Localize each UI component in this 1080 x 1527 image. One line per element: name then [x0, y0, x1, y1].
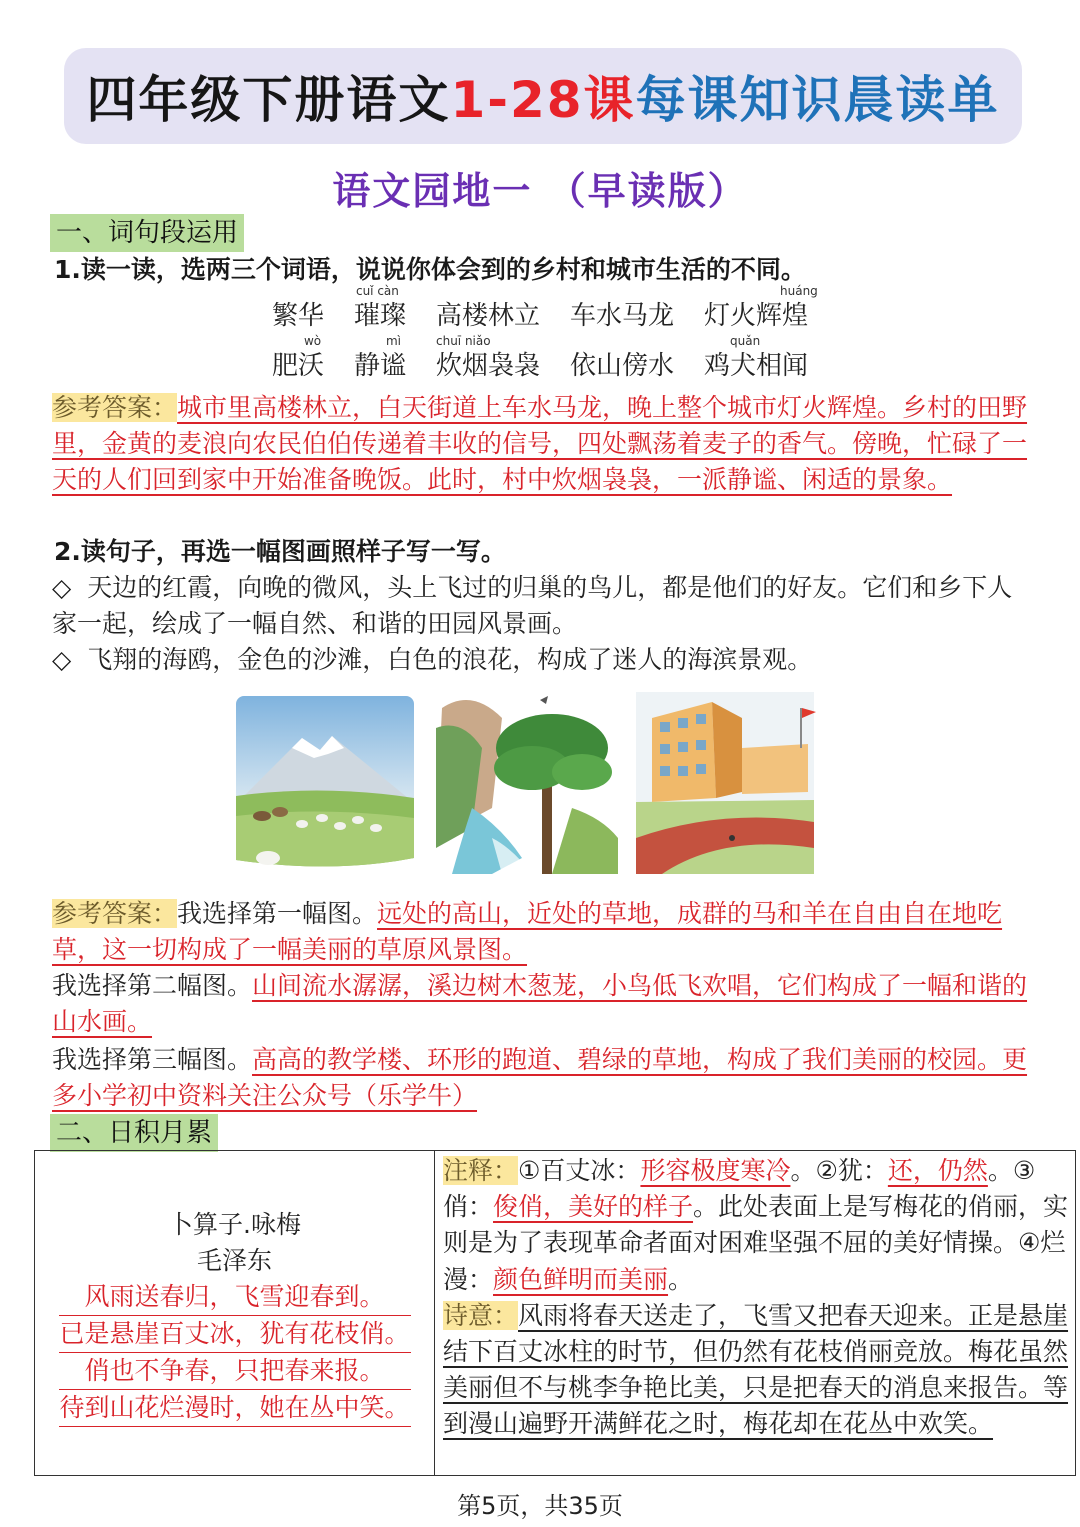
question-2: 2.读句子，再选一幅图画照样子写一写。	[54, 537, 506, 566]
word-item: cuǐ càn 璀璨	[353, 284, 406, 331]
poem-line: 俏也不争春，只把春来报。	[59, 1353, 411, 1390]
answer-2-choice-1: 参考答案：我选择第一幅图。远处的高山，近处的草地，成群的马和羊在自由自在地吃草，这一切构成了一幅美丽的草原风景图。	[52, 899, 1003, 964]
poem-meaning: 风雨将春天送走了，飞雪又把春天迎来。正是悬崖结下百丈冰柱的时节，但仍然有花枝俏丽竞放。梅花虽然美丽但不与桃李争艳比美，只是把春天的消息来报告。等到漫山遍野开满鲜花之时，梅花却在花丛中欢笑。	[443, 1300, 1069, 1439]
poem-notes-column: 注释：①百丈冰：形容极度寒冷。②犹：还，仍然。③俏：俊俏，美好的样子。此处表面上是写梅花的俏丽，实则是为了表现革命者面对困难坚强不屈的美好情操。④烂漫：颜色鲜明而美丽。 诗意：风雨将春天送走了，飞雪又把春天迎来。正是悬崖结下百丈冰柱的时节，但仍然有花枝俏丽竞放。梅花虽然美丽但不与桃李争艳比美，只是把春天的消息来报告。等到漫山遍野开满鲜花之时，梅花却在花丛中欢笑。	[443, 1156, 1069, 1439]
answer-2-choice-3: 我选择第三幅图。高高的教学楼、环形的跑道、碧绿的草地，构成了我们美丽的校园。更多小学初中资料关注公众号（乐学牛）	[52, 1045, 1028, 1110]
word-item: 繁华	[271, 301, 324, 331]
poem-line: 风雨送春归，飞雪迎春到。	[59, 1279, 411, 1316]
example-sentence-1: ◇ 天边的红霞，向晚的微风，头上飞过的归巢的鸟儿，都是他们的好友。它们和乡下人家一起，绘成了一幅自然、和谐的田园风景画。	[52, 573, 1013, 638]
answer-label: 参考答案：	[52, 393, 178, 422]
answer-text: 城市里高楼林立，白天街道上车水马龙，晚上整个城市灯火辉煌。乡村的田野里，金黄的麦浪向农民伯伯传递着丰收的信号，四处飘荡着麦子的香气。傍晚，忙碌了一天的人们回到家中开始准备晚饭。此时，村中炊烟袅袅，一派静谧、闲适的景象。	[52, 393, 1028, 494]
page-number: 第5页，共35页	[457, 1492, 623, 1520]
pinyin: wò	[303, 334, 322, 348]
answer-2-choice-2: 我选择第二幅图。山间流水潺潺，溪边树木葱茏，小鸟低飞欢唱，它们构成了一幅和谐的山水画。	[52, 971, 1028, 1036]
grassland-picture	[232, 688, 418, 878]
pinyin: cuǐ càn	[355, 284, 399, 298]
mountain-stream-picture	[432, 688, 618, 878]
notes-label: 注释：	[443, 1156, 519, 1185]
section-heading-accumulation: 二、日积月累	[50, 1114, 218, 1152]
pinyin: chuī niǎo	[435, 334, 491, 348]
diamond-bullet-icon: ◇	[52, 573, 72, 602]
word-item: mì 静谧	[353, 334, 406, 381]
example-sentence-2: ◇ 飞翔的海鸥，金色的沙滩，白色的浪花，构成了迷人的海滨景观。	[52, 645, 813, 674]
word-item: quǎn 鸡犬相闻	[704, 334, 809, 381]
page-subtitle: 语文园地一 （早读版）	[332, 169, 748, 213]
answer-1	[52, 390, 1032, 498]
poem-author: 毛泽东	[196, 1246, 272, 1275]
poem-title: 卜算子.咏梅	[168, 1210, 301, 1239]
pinyin: quǎn	[730, 334, 761, 348]
pinyin: mì	[385, 334, 401, 348]
campus-picture	[632, 688, 818, 878]
word-item: 高楼林立	[435, 301, 540, 331]
illustrations	[232, 688, 818, 878]
meaning-label: 诗意：	[443, 1300, 519, 1330]
word-item: 车水马龙	[570, 301, 675, 331]
poem-column	[35, 1151, 435, 1475]
word-item: huáng 灯火辉煌	[704, 284, 818, 331]
answer-label: 参考答案：	[52, 899, 178, 928]
question-1: 1.读一读，选两三个词语，说说你体会到的乡村和城市生活的不同。	[54, 255, 806, 284]
word-item: chuī niǎo 炊烟袅袅	[435, 334, 540, 381]
word-row-village	[0, 334, 1080, 384]
poem-line: 待到山花烂漫时，她在丛中笑。	[59, 1390, 411, 1427]
pinyin: huáng	[780, 284, 818, 298]
word-item: wò 肥沃	[271, 334, 324, 381]
poem-table	[34, 1150, 1076, 1476]
section-heading-usage: 一、词句段运用	[50, 214, 244, 252]
title-part-reading-list: 每课知识晨读单	[635, 71, 1000, 129]
poem-line: 已是悬崖百丈冰，犹有花枝俏。	[59, 1316, 411, 1353]
word-item: 依山傍水	[570, 351, 675, 381]
word-row-city	[0, 284, 1080, 334]
diamond-bullet-icon: ◇	[52, 645, 72, 674]
title-part-grade: 四年级下册语文	[86, 71, 451, 129]
title-banner	[64, 48, 1022, 144]
title-part-lessons: 1-28课	[450, 71, 636, 129]
